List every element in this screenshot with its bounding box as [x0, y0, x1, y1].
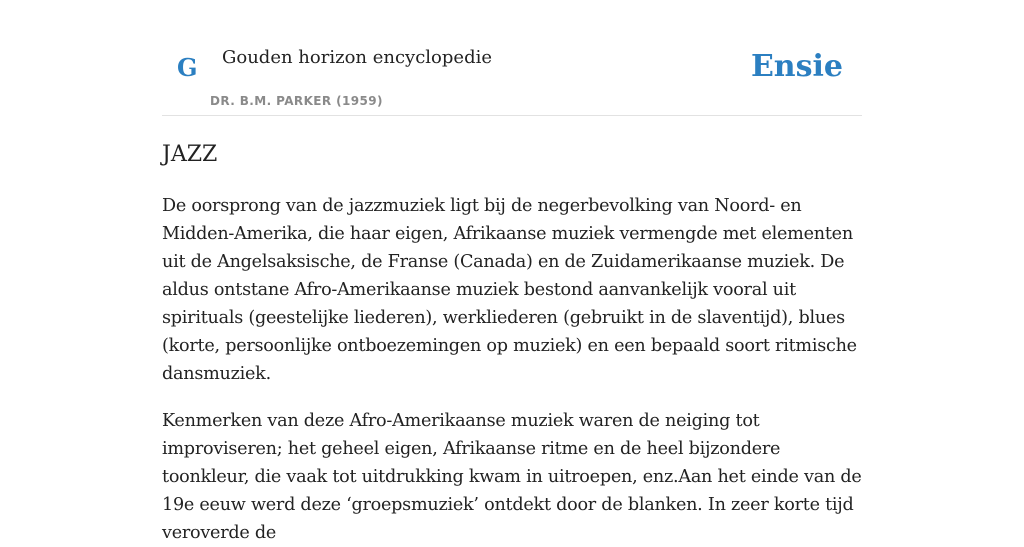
entry-paragraph-1: De oorsprong van de jazzmuziek ligt bij de negerbevolking van Noord- en Midden-Amerika, die haar eigen, Afrikaanse muziek vermengde met elementen uit de Angelsaksische, de Franse (Canada) en de Zuidamerikaanse muziek. De aldus ontstane Afro-Amerikaanse muziek bestond aanvankelijk vooral uit spirituals (geestelijke liederen), werkliederen (gebruikt in de slaventijd), blues (korte, persoonlijke ontboezemingen op muziek) en een bepaald soort ritmische dansmuziek. [162, 196, 857, 384]
source-title-link[interactable]: Gouden horizon encyclopedie [222, 47, 492, 68]
article-container [162, 0, 862, 547]
brand-logo-link[interactable]: Ensie [750, 49, 843, 84]
entry-paragraph-2: Kenmerken van deze Afro-Amerikaanse muziek waren de neiging tot improviseren; het geheel eigen, Afrikaanse ritme en de heel bijzondere toonkleur, die vaak tot uitdrukking kwam in uitroepen, enz.Aan het einde van de 19e eeuw werd deze ‘groepsmuziek’ ontdekt door de blanken. In zeer korte tijd veroverde de [162, 411, 862, 543]
entry-title: JAZZ [162, 142, 218, 167]
source-logo[interactable]: G [177, 53, 198, 82]
author-label: DR. B.M. PARKER (1959) [210, 94, 383, 108]
source-header [162, 0, 862, 116]
